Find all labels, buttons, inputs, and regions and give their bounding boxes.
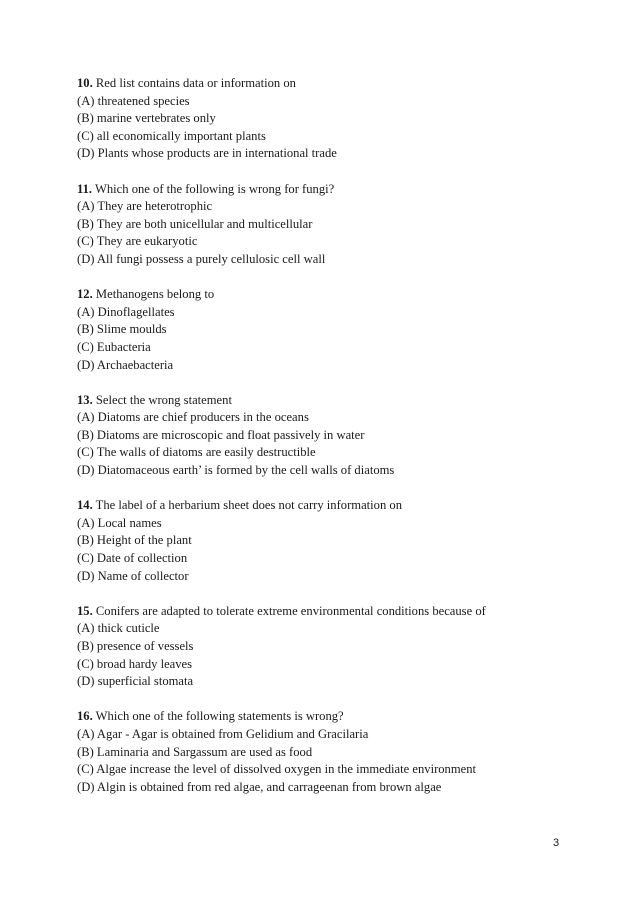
question-number: 10. bbox=[77, 76, 93, 90]
option-c: (C) Eubacteria bbox=[77, 339, 151, 354]
option-d: (D) Name of collector bbox=[77, 568, 189, 583]
question-number: 13. bbox=[77, 392, 93, 407]
option-b: (B) Diatoms are microscopic and float passively in water bbox=[77, 427, 365, 442]
page-number: 3 bbox=[553, 837, 560, 849]
question-stem bbox=[77, 392, 597, 410]
question-stem bbox=[77, 603, 597, 621]
question-stem bbox=[77, 497, 597, 515]
question-12 bbox=[77, 286, 597, 374]
option-a: (A) Agar - Agar is obtained from Gelidium and Gracilaria bbox=[77, 726, 369, 741]
option-c: (C) Date of collection bbox=[77, 551, 188, 566]
question-stem bbox=[77, 75, 597, 93]
question-text: Methanogens belong to bbox=[95, 287, 215, 302]
option-a: (A) Local names bbox=[77, 515, 162, 530]
option-d: (D) Algin is obtained from red algae, and carrageenan from brown algae bbox=[77, 779, 442, 794]
option-b: (B) Slime moulds bbox=[77, 322, 167, 337]
option-a: (A) They are heterotrophic bbox=[77, 199, 213, 214]
option-b: (B) They are both unicellular and multicellular bbox=[77, 216, 313, 231]
option-c: (C) all economically important plants bbox=[77, 128, 266, 143]
option-a: (A) thick cuticle bbox=[77, 621, 160, 636]
question-10 bbox=[77, 75, 597, 163]
question-number: 14. bbox=[77, 498, 93, 513]
option-a: (A) Dinoflagellates bbox=[77, 304, 175, 319]
option-d: (D) Archaebacteria bbox=[77, 357, 174, 372]
question-text: Red list contains data or information on bbox=[95, 76, 296, 90]
question-14 bbox=[77, 497, 597, 585]
question-text: Which one of the following is wrong for fungi? bbox=[94, 181, 335, 196]
question-16 bbox=[77, 708, 597, 796]
question-number: 15. bbox=[77, 603, 93, 618]
question-number: 16. bbox=[77, 709, 93, 724]
option-b: (B) Height of the plant bbox=[77, 533, 192, 548]
option-d: (D) superficial stomata bbox=[77, 674, 194, 689]
option-a: (A) Diatoms are chief producers in the oceans bbox=[77, 410, 309, 425]
question-text: Which one of the following statements is wrong? bbox=[95, 709, 344, 724]
question-stem bbox=[77, 708, 597, 726]
option-c: (C) The walls of diatoms are easily destructible bbox=[77, 445, 316, 460]
question-stem bbox=[77, 286, 597, 304]
option-c: (C) They are eukaryotic bbox=[77, 234, 198, 249]
question-number: 12. bbox=[77, 287, 93, 302]
question-text: Conifers are adapted to tolerate extreme environmental conditions because of bbox=[95, 603, 486, 618]
question-text: The label of a herbarium sheet does not carry information on bbox=[95, 498, 403, 513]
option-d: (D) Plants whose products are in international trade bbox=[77, 146, 337, 161]
question-15 bbox=[77, 603, 597, 691]
question-11 bbox=[77, 181, 597, 269]
option-c: (C) broad hardy leaves bbox=[77, 656, 193, 671]
question-number: 11. bbox=[77, 181, 93, 196]
option-b: (B) presence of vessels bbox=[77, 639, 194, 653]
option-c: (C) Algae increase the level of dissolved oxygen in the immediate environment bbox=[77, 762, 477, 777]
option-a: (A) threatened species bbox=[77, 93, 190, 108]
question-text: Select the wrong statement bbox=[95, 392, 232, 407]
question-list bbox=[77, 75, 597, 814]
question-13 bbox=[77, 392, 597, 480]
option-b: (B) Laminaria and Sargassum are used as food bbox=[77, 744, 313, 759]
option-b: (B) marine vertebrates only bbox=[77, 111, 216, 126]
option-d: (D) Diatomaceous earth’ is formed by the cell walls of diatoms bbox=[77, 463, 395, 478]
question-stem bbox=[77, 181, 597, 199]
option-d: (D) All fungi possess a purely cellulosic cell wall bbox=[77, 251, 326, 266]
